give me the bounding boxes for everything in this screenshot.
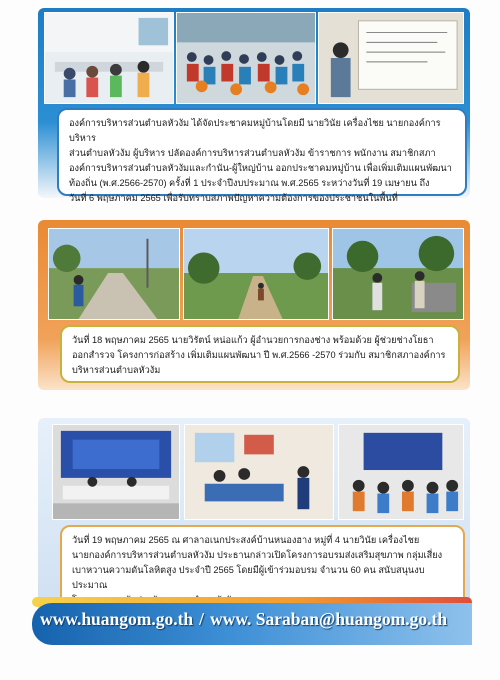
caption-line: วันที่ 19 พฤษภาคม 2565 ณ ศาลาอเนกประสงค์บ้านหนองฮาง หมู่ที่ 4 นายวินัย เครื่องไชย	[72, 535, 420, 545]
caption-line: ส่วนตำบลหัวงัม ผู้บริหาร ปลัดองค์การบริหารส่วนตำบลหัวงัม ข้าราชการ พนักงาน สมาชิกสภา	[69, 148, 436, 158]
photo-registration-desk	[184, 424, 334, 520]
caption-line: องค์การบริหารส่วนตำบลหัวงัม ได้จัดประชาคมหมู่บ้านโดยมี นายวินัย เครื่องไชย นายกองค์การบริหาร	[69, 118, 441, 143]
footer-contact	[40, 609, 470, 639]
caption-line: องค์การบริหารส่วนตำบลหัวงัมและกำนัน-ผู้ใหญ่บ้าน ออกประชาคมหมู่บ้าน เพื่อเพิ่มเติมแผนพัฒนา	[69, 163, 452, 173]
caption-line: ออกสำรวจ โครงการก่อสร้าง เพิ่มเติมแผนพัฒนา ปี พ.ศ.2566 -2570 ร่วมกับ สมาชิกสภาองค์การ	[72, 350, 446, 360]
caption-line: เบาหวานความดันโลหิตสูง ประจำปี 2565 โดยมีผู้เข้าร่วมอบรม จำนวน 60 คน สนับสนุนงบประมาณ	[72, 565, 425, 590]
section-1-caption	[57, 108, 467, 203]
caption-line: นายกองค์การบริหารส่วนตำบลหัวงัม ประธานกล่าวเปิดโครงการอบรมส่งเสริมสุขภาพ กลุ่มเสี่ยง	[72, 550, 443, 560]
caption-line: บริหารส่วนตำบลหัวงัม	[72, 365, 161, 375]
caption-line: ท้องถิ่น (พ.ศ.2566-2570) ครั้งที่ 1 ประจำปีงบประมาณ พ.ศ.2565 ระหว่างวันที่ 19 เมษายน ถึง	[69, 178, 430, 188]
caption-line: วันที่ 6 พฤษภาคม 2565 เพื่อรับทราบสภาพปัญหาความต้องการของประชาชนในพื้นที่	[69, 193, 398, 203]
photo-road-survey-2	[183, 228, 329, 320]
website-link[interactable]: www.huangom.go.th	[40, 609, 194, 629]
photo-site-inspection	[332, 228, 464, 320]
footer-separator: /	[199, 609, 205, 629]
caption-line: วันที่ 18 พฤษภาคม 2565 นายวิรัตน์ หน่อแก้ว ผู้อำนวยการกองช่าง พร้อมด้วย ผู้ช่วยช่างโยธา	[72, 335, 434, 345]
email-link[interactable]: www. Saraban@huangom.go.th	[210, 609, 448, 629]
photo-training-stage	[52, 424, 180, 520]
photo-seminar-audience	[338, 424, 464, 520]
photo-whiteboard-session	[318, 12, 464, 104]
photo-road-survey-1	[48, 228, 180, 320]
photo-meeting-room	[44, 12, 174, 104]
section-2-caption	[60, 325, 460, 383]
photo-village-gathering	[176, 12, 316, 104]
